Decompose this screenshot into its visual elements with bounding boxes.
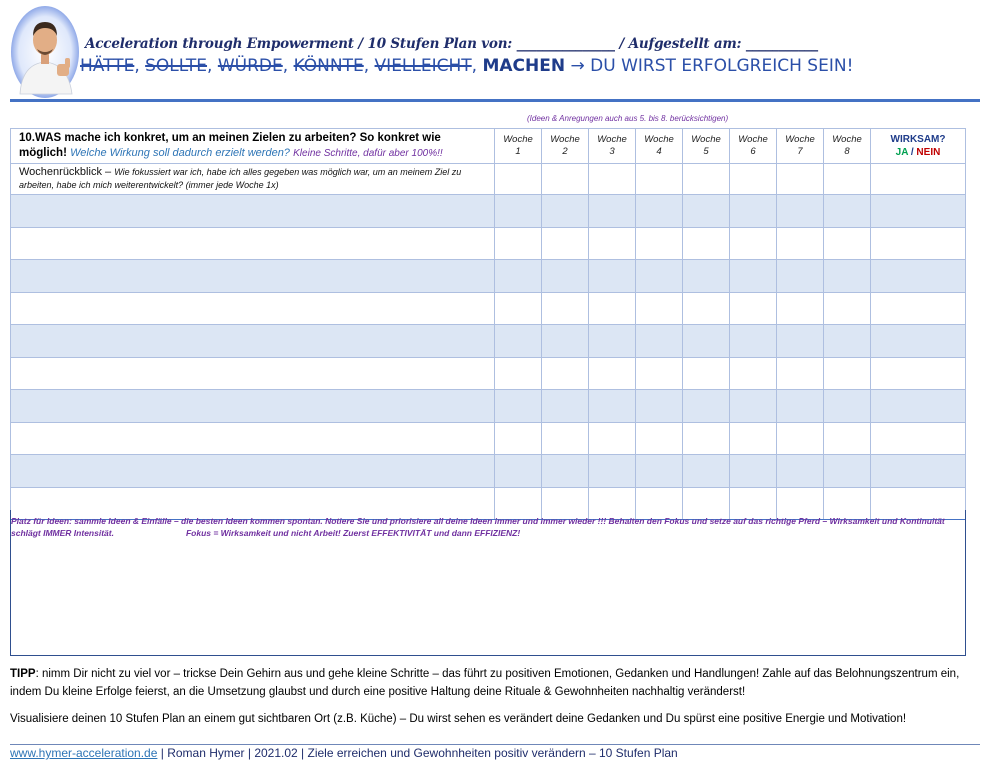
website-link[interactable]: www.hymer-acceleration.de <box>10 746 158 760</box>
week-header-8: Woche 8 <box>824 129 871 164</box>
table-row <box>11 260 966 293</box>
motto-line: HÄTTE, SOLLTE, WÜRDE, KÖNNTE, VIELLEICHT, MACHEN → DU WIRST ERFOLGREICH SEIN! <box>80 56 854 76</box>
ideas-text-main: Platz für Ideen: sammle Ideen & Einfälle – die besten Ideen kommen spontan. Notiere Sie und priorisiere all deine Ideen immer und immer wieder !!! Behalten den Fokus und setze auf das richtige Pferd – Wirksamkeit und Kontinuität schlägt IMMER Intensität. <box>11 516 945 538</box>
review-text: Wie fokussiert war ich, habe ich alles gegeben was möglich war, um an meinem Ziel zu arbeiten, habe ich mich weiterentwickelt? (immer jede Woche 1x) <box>19 167 462 190</box>
table-row <box>11 422 966 455</box>
week-header-3: Woche 3 <box>589 129 636 164</box>
table-row <box>11 390 966 423</box>
question-effect: Welche Wirkung soll dadurch erzielt werden? <box>70 147 290 159</box>
week-header-5: Woche 5 <box>683 129 730 164</box>
footer-text: | Roman Hymer | 2021.02 | Ziele erreichen und Gewohnheiten positiv verändern – 10 Stufen Plan <box>157 746 678 760</box>
ideas-text-focus: Fokus = Wirksamkeit und nicht Arbeit! Zuerst EFFEKTIVITÄT und dann EFFIZIENZ! <box>185 528 521 538</box>
week-header-7: Woche 7 <box>777 129 824 164</box>
review-week-cell[interactable] <box>589 164 636 195</box>
review-week-cell[interactable] <box>542 164 589 195</box>
plan-title-line: Acceleration through Empowerment / 10 Stufen Plan von: _______________ / Aufgestellt am: ___________ <box>85 36 818 52</box>
effective-header: WIRKSAM? JA / NEIN <box>871 129 966 164</box>
action-cell[interactable] <box>11 455 495 488</box>
review-label: Wochenrückblick – <box>19 166 112 178</box>
question-small-steps: Kleine Schritte, dafür aber 100%!! <box>293 148 443 159</box>
tip-label: TIPP <box>10 668 36 680</box>
struck-word: HÄTTE <box>80 56 135 76</box>
table-row <box>11 357 966 390</box>
motto-tagline: DU WIRST ERFOLGREICH SEIN! <box>590 56 854 76</box>
weekly-plan-table <box>10 128 966 520</box>
action-cell[interactable] <box>11 390 495 423</box>
action-cell[interactable] <box>11 227 495 260</box>
week-header-2: Woche 2 <box>542 129 589 164</box>
struck-word: VIELLEICHT <box>374 56 472 76</box>
action-word: MACHEN <box>482 56 566 76</box>
review-week-cell[interactable] <box>636 164 683 195</box>
table-row <box>11 195 966 228</box>
author-avatar <box>10 2 80 98</box>
table-row <box>11 325 966 358</box>
table-header-row <box>11 129 966 164</box>
question-title: 10.WAS mache ich konkret, um an meinen Zielen zu arbeiten? So konkret wie möglich! <box>19 132 441 159</box>
ideas-instructions <box>11 515 963 539</box>
action-cell[interactable] <box>11 357 495 390</box>
no-label: NEIN <box>916 147 941 158</box>
header-divider <box>10 99 980 102</box>
footer <box>10 746 678 760</box>
struck-word: WÜRDE <box>217 56 283 76</box>
struck-word: SOLLTE <box>145 56 208 76</box>
table-row <box>11 227 966 260</box>
ideas-note: (Ideen & Anregungen auch aus 5. bis 8. berücksichtigen) <box>527 114 729 123</box>
week-header-6: Woche 6 <box>730 129 777 164</box>
tip-paragraph <box>10 665 970 701</box>
table-row <box>11 292 966 325</box>
review-week-cell[interactable] <box>777 164 824 195</box>
table-row <box>11 455 966 488</box>
yes-label: JA <box>895 147 909 158</box>
arrow-right-icon: → <box>570 56 585 76</box>
review-week-cell[interactable] <box>730 164 777 195</box>
action-cell[interactable] <box>11 195 495 228</box>
footer-divider <box>10 744 980 745</box>
weekly-review-cell <box>11 164 495 195</box>
review-week-cell[interactable] <box>824 164 871 195</box>
action-cell[interactable] <box>11 325 495 358</box>
tip-text: : nimm Dir nicht zu viel vor – trickse Dein Gehirn aus und gehe kleine Schritte – das führt zu positiven Emotionen, Gedanken und Handlungen! Zahle auf das Belohnungszentrum ein, indem Du kleine Erfolge feierst, an die Umsetzung glaubst und durch eine positive Haltung deine Rituale & Gewohnheiten nachhaltig veränderst! <box>10 668 960 698</box>
weekly-review-row <box>11 164 966 195</box>
effective-label: WIRKSAM? <box>890 134 946 145</box>
action-cell[interactable] <box>11 292 495 325</box>
week-header-1: Woche 1 <box>495 129 542 164</box>
action-cell[interactable] <box>11 422 495 455</box>
question-cell <box>11 129 495 164</box>
week-header-4: Woche 4 <box>636 129 683 164</box>
review-week-cell[interactable] <box>495 164 542 195</box>
review-effective-cell[interactable] <box>871 164 966 195</box>
action-cell[interactable] <box>11 260 495 293</box>
visualize-paragraph: Visualisiere deinen 10 Stufen Plan an einem gut sichtbaren Ort (z.B. Küche) – Du wirst sehen es verändert deine Gedanken und Du spürst eine positive Energie und Motivation! <box>10 713 907 725</box>
review-week-cell[interactable] <box>683 164 730 195</box>
struck-word: KÖNNTE <box>293 56 364 76</box>
